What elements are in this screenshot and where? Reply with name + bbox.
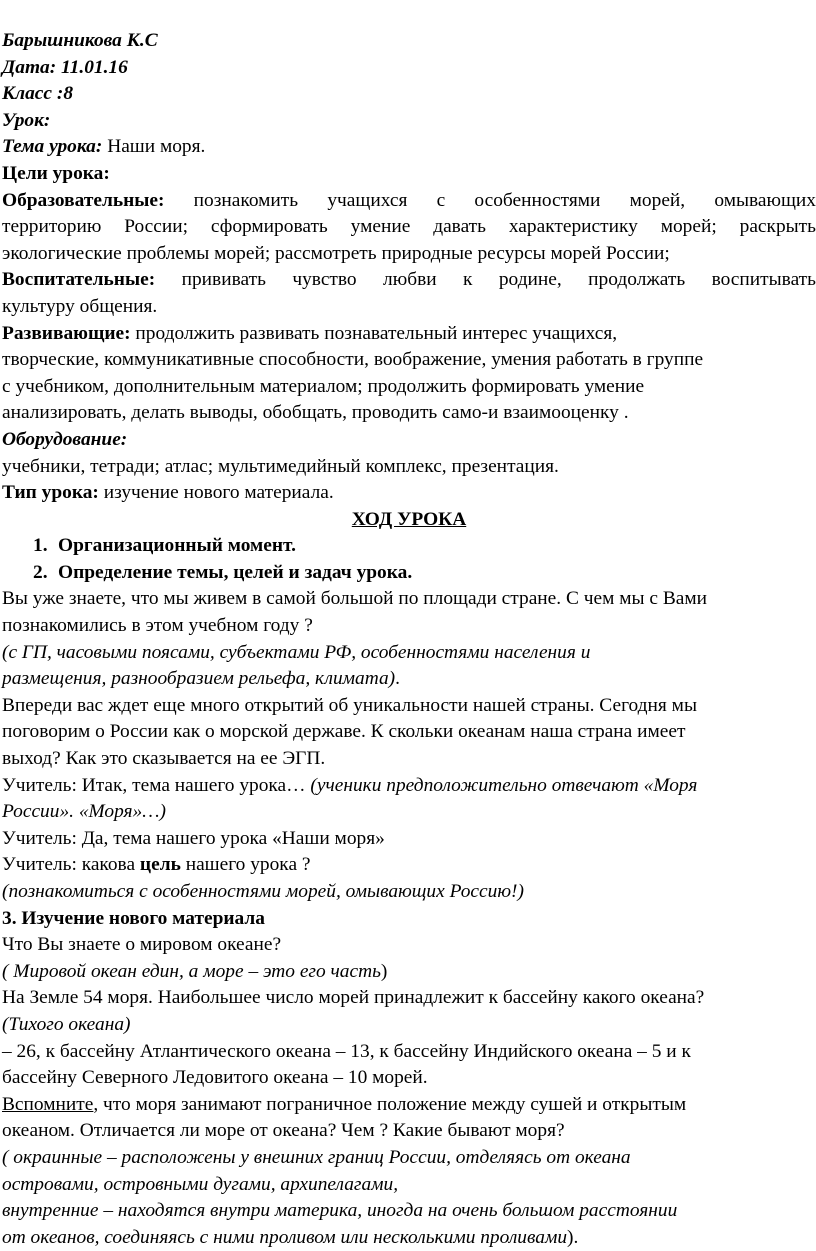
body-p3-line-2: поговорим о России как о морской державе. К скольки океанам наша страна имеет (2, 721, 686, 743)
topic-line (2, 134, 816, 161)
section-3-heading: 3. Изучение нового материала (2, 907, 265, 929)
educational-goal-line-3: экологические проблемы морей; рассмотреть природные ресурсы морей России; (2, 242, 670, 264)
section-3-answer-1-italic: ( Мировой океан един, а море – это его часть (2, 960, 381, 982)
teacher-line-3 (2, 852, 816, 879)
recall-word: Вспомните (2, 1093, 94, 1115)
teacher-line-1 (2, 773, 816, 800)
course-title: ХОД УРОКА (351, 508, 467, 530)
course-item-text: Организационный момент. (58, 535, 296, 557)
teacher-line-1-cont: России». «Моря»…) (2, 801, 166, 823)
body-p2-line-1: (с ГП, часовыми поясами, субъектами РФ, особенностями населения и (2, 641, 591, 663)
equipment-label: Оборудование: (2, 428, 128, 450)
goals-heading: Цели урока: (2, 162, 110, 184)
section-3-recall-line (2, 1092, 816, 1119)
teacher-answer: (познакомиться с особенностями морей, омывающих Россию!) (2, 881, 524, 902)
recall-rest: , что моря занимают пограничное положение между сушей и открытым (93, 1093, 687, 1115)
teacher-line-2: Учитель: Да, тема нашего урока «Наши моря» (2, 827, 385, 849)
lesson-line: Урок: (2, 109, 51, 131)
course-item-number: 2. (33, 561, 48, 583)
body-p3-line-1: Впереди вас ждет еще много открытий об уникальности нашей страны. Сегодня мы (2, 694, 697, 716)
course-item-2 (2, 560, 816, 587)
lesson-type-value: изучение нового материала. (98, 482, 334, 504)
section-3-line-9: внутренние – находятся внутри материка, иногда на очень большом расстоянии (2, 1200, 678, 1222)
body-p2-line-2 (2, 666, 816, 693)
section-3-question-1: Что Вы знаете о мировом океане? (2, 934, 282, 956)
body-p2-end: . (395, 668, 400, 690)
author-line: Барышникова К.С (2, 30, 158, 51)
upbringing-goal-line-2: культуру общения. (2, 295, 158, 317)
teacher-line-3-bold: цель (139, 854, 181, 876)
section-3-line-8: островами, островными дугами, архипелагами, (2, 1173, 399, 1195)
section-3-line-10-end: ). (567, 1226, 579, 1248)
teacher-line-1-plain: Учитель: Итак, тема нашего урока… (2, 774, 311, 796)
developing-goal-line-3: с учебником, дополнительным материалом; продолжить формировать умение (2, 375, 645, 397)
body-p1-line-1: Вы уже знаете, что мы живем в самой большой по площади стране. С чем мы с Вами (2, 588, 708, 610)
course-item-number: 1. (33, 535, 48, 557)
course-item-text: Определение темы, целей и задач урока. (58, 561, 413, 583)
course-item-1 (2, 533, 816, 560)
educational-goal-line-2: территорию России; сформировать умение давать характеристику морей; раскрыть (2, 216, 816, 238)
section-3-line-4: бассейну Северного Ледовитого океана – 10 морей. (2, 1067, 428, 1089)
section-3-answer-1 (2, 959, 816, 986)
teacher-line-3-rest: нашего урока ? (180, 854, 311, 876)
section-3-answer-2: (Тихого океана) (2, 1013, 131, 1035)
upbringing-label: Воспитательные: (2, 269, 156, 291)
course-title-row (2, 507, 816, 534)
lesson-type-line (2, 480, 816, 507)
class-line: Класс :8 (2, 83, 74, 105)
section-3-line-10 (2, 1225, 816, 1251)
developing-text-1: продолжить развивать познавательный интерес учащихся, (130, 322, 618, 344)
educational-goal-line-1 (2, 188, 816, 215)
developing-goal-line-2: творческие, коммуникативные способности, воображение, умения работать в группе (2, 349, 704, 371)
section-3-line-6: океаном. Отличается ли море от океана? Чем ? Какие бывают моря? (2, 1120, 565, 1142)
developing-label: Развивающие: (2, 322, 131, 344)
body-p2-line-2-text: размещения, разнообразием рельефа, климата) (2, 668, 396, 690)
section-3-line-3: – 26, к бассейну Атлантического океана – 13, к бассейну Индийского океана – 5 и к (2, 1040, 691, 1062)
lesson-type-label: Тип урока: (2, 482, 99, 504)
developing-goal-line-1 (2, 321, 816, 348)
upbringing-text-1: прививать чувство любви к родине, продолжать воспитывать (155, 269, 816, 291)
topic-value: Наши моря. (102, 136, 206, 158)
educational-text-1: познакомить учащихся с особенностями морей, омывающих (164, 189, 816, 211)
educational-label: Образовательные: (2, 189, 165, 211)
topic-label: Тема урока: (2, 136, 103, 158)
section-3-line-7: ( окраинные – расположены у внешних границ России, отделяясь от океана (2, 1146, 631, 1168)
teacher-line-1-italic: (ученики предположительно отвечают «Моря (310, 774, 698, 796)
section-3-answer-1-end: ) (380, 960, 388, 982)
section-3-line-10-italic: от океанов, соединяясь с ними проливом или несколькими проливами (2, 1226, 568, 1248)
upbringing-goal-line-1 (2, 267, 816, 294)
equipment-value: учебники, тетради; атлас; мультимедийный комплекс, презентация. (2, 455, 559, 477)
developing-goal-line-4: анализировать, делать выводы, обобщать, проводить само-и взаимооценку . (2, 402, 629, 424)
body-p3-line-3: выход? Как это сказывается на ее ЭГП. (2, 748, 326, 770)
teacher-line-3-plain: Учитель: какова (2, 854, 140, 876)
section-3-question-2: На Земле 54 моря. Наибольшее число морей принадлежит к бассейну какого океана? (2, 987, 705, 1009)
body-p1-line-2: познакомились в этом учебном году ? (2, 615, 313, 637)
date-line: Дата: 11.01.16 (2, 56, 128, 78)
